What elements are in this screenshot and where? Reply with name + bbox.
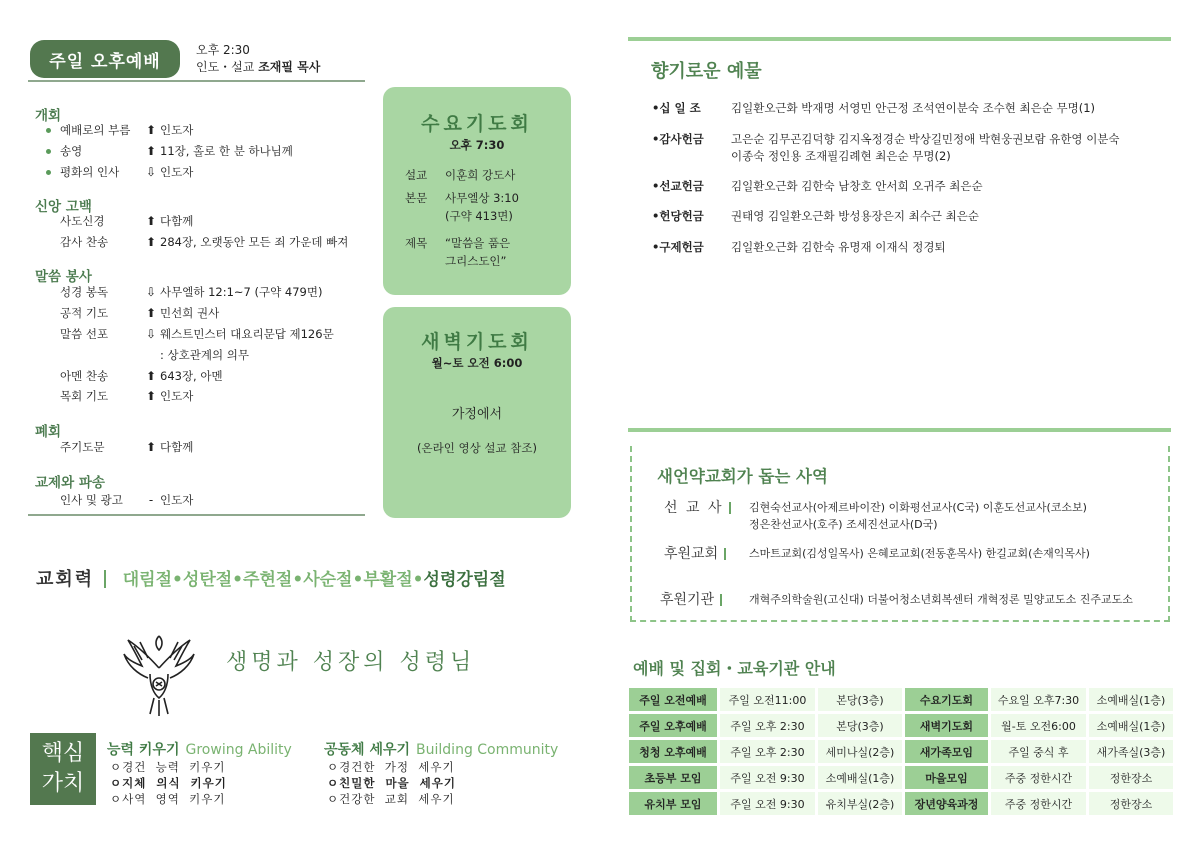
schedule-cell: 소예배실(1층) xyxy=(818,766,902,789)
support-org-list: 개혁주의학술원(고신대) 더불어청소년회복센터 개혁정론 밀양교도소 진주교도소 xyxy=(749,593,1133,606)
divider xyxy=(28,514,365,516)
schedule-cell: 초등부 모임 xyxy=(629,766,717,789)
order-item: 아멘 찬송 ⬆ 643장, 아멘 xyxy=(60,369,223,383)
dove-icon xyxy=(120,628,198,718)
sermon-title: “말씀을 품은 그리스도인” xyxy=(445,236,511,268)
schedule-cell: 주일 오후예배 xyxy=(629,714,717,737)
schedule-cell: 주일 오전예배 xyxy=(629,688,717,711)
schedule-cell: 세미나실(2층) xyxy=(818,740,902,763)
dawn-note: (온라인 영상 설교 참조) xyxy=(417,441,537,455)
church-calendar: 교회력 대림절•성탄절•주현절•사순절•부활절•성령강림절 xyxy=(36,569,506,590)
schedule-cell: 유치부실(2층) xyxy=(818,792,902,815)
stand-arrow-icon: ⬆ xyxy=(145,389,157,403)
core-values-badge: 핵심 가치 xyxy=(30,733,96,805)
scripture: 사무엘상 3:10 (구약 413면) xyxy=(445,191,519,223)
schedule-cell: 정한장소 xyxy=(1089,792,1173,815)
schedule-cell: 청청 오후예배 xyxy=(629,740,717,763)
sit-arrow-icon: ⇩ xyxy=(145,165,157,179)
schedule-cell: 새가족실(3층) xyxy=(1089,740,1173,763)
mission-title: 새언약교회가 돕는 사역 xyxy=(657,467,828,486)
stand-arrow-icon: ⬆ xyxy=(145,369,157,383)
schedule-cell: 주일 오후 2:30 xyxy=(720,714,815,737)
title-label: 제목 xyxy=(405,236,428,250)
ability-heading: 능력 키우기 Growing Ability xyxy=(107,742,292,758)
stand-arrow-icon: ⬆ xyxy=(145,144,157,158)
schedule-cell: 새벽기도회 xyxy=(905,714,988,737)
stand-arrow-icon: ⬆ xyxy=(145,306,157,320)
schedule-cell: 마을모임 xyxy=(905,766,988,789)
order-item: 사도신경 ⬆ 다함께 xyxy=(60,214,194,228)
dawn-prayer-box xyxy=(383,307,571,518)
wednesday-time: 오후 7:30 xyxy=(449,138,505,152)
stand-arrow-icon: ⬆ xyxy=(145,123,157,137)
support-org-label: 후원기관 xyxy=(660,589,722,609)
schedule-cell: 정한장소 xyxy=(1089,766,1173,789)
wednesday-prayer-box xyxy=(383,87,571,295)
missionary-list: 김현숙선교사(아제르바이잔) 이화평선교사(C국) 이훈도선교사(코소보) 정은찬선교사(호주) 조세진선교사(D국) xyxy=(749,501,1087,531)
schedule-cell: 수요일 오후7:30 xyxy=(991,688,1086,711)
divider xyxy=(104,570,106,588)
support-church-list: 스마트교회(김성일목사) 은혜로교회(전동훈목사) 한길교회(손재익목사) xyxy=(749,547,1090,560)
section-opening: 개회 xyxy=(35,108,62,124)
community-heading: 공동체 세우기 Building Community xyxy=(324,742,559,758)
schedule-cell: 주일 오후 2:30 xyxy=(720,740,815,763)
order-item: 공적 기도 ⬆ 민선희 권사 xyxy=(60,306,220,320)
order-item: 인사 및 광고 - 인도자 xyxy=(60,493,194,507)
schedule-cell: 수요기도회 xyxy=(905,688,988,711)
schedule-cell: 소예배실(1층) xyxy=(1089,714,1173,737)
stand-arrow-icon: ⬆ xyxy=(145,235,157,249)
missionary-label: 선 교 사 xyxy=(664,497,731,517)
service-leader: 인도・설교 조재필 목사 xyxy=(196,60,321,74)
order-item: 예배로의 부름 ⬆ 인도자 xyxy=(46,121,130,139)
section-fellowship: 교제와 파송 xyxy=(35,475,105,491)
mission-rule xyxy=(628,428,1171,432)
wednesday-title: 수요기도회 xyxy=(421,113,533,135)
bullet-icon xyxy=(46,149,51,154)
preacher-name: 이훈희 강도사 xyxy=(445,168,516,182)
top-rule xyxy=(628,37,1171,41)
section-word: 말씀 봉사 xyxy=(35,269,92,285)
schedule-cell: 월-토 오전6:00 xyxy=(991,714,1086,737)
schedule-cell: 본당(3층) xyxy=(818,714,902,737)
schedule-cell: 주일 오전 9:30 xyxy=(720,766,815,789)
schedule-cell: 주일 중식 후 xyxy=(991,740,1086,763)
ability-list: ㅇ경건 능력 키우기 ㅇ지체 의식 키우기 ㅇ사역 영역 키우기 xyxy=(110,760,227,806)
schedule-cell: 본당(3층) xyxy=(818,688,902,711)
sit-arrow-icon: ⇩ xyxy=(145,327,157,341)
support-church-label: 후원교회 xyxy=(664,543,726,563)
preacher-label: 설교 xyxy=(405,168,428,182)
section-close: 폐회 xyxy=(35,424,62,440)
afternoon-service-title: 주일 오후예배 xyxy=(30,40,180,78)
text-label: 본문 xyxy=(405,191,428,205)
schedule-title: 예배 및 집회・교육기관 안내 xyxy=(633,659,836,678)
order-item: 감사 찬송 ⬆ 284장, 오랫동안 모든 죄 가운데 빠져 xyxy=(60,235,349,249)
schedule-cell: 유치부 모임 xyxy=(629,792,717,815)
order-item: 성경 봉독 ⇩ 사무엘하 12:1~7 (구약 479면) xyxy=(60,285,323,299)
divider xyxy=(28,80,365,82)
order-item: 송영 ⬆ 11장, 홀로 한 분 하나님께 xyxy=(46,142,82,160)
bullet-icon xyxy=(46,128,51,133)
order-item: 주기도문 ⬆ 다함께 xyxy=(60,440,194,454)
dawn-time: 월~토 오전 6:00 xyxy=(431,356,523,370)
schedule-cell: 주중 정한시간 xyxy=(991,766,1086,789)
yearly-motto: 생명과 성장의 성령님 xyxy=(226,650,476,675)
stand-arrow-icon: ⬆ xyxy=(145,214,157,228)
schedule-cell: 소예배실(1층) xyxy=(1089,688,1173,711)
sit-arrow-icon: ⇩ xyxy=(145,285,157,299)
stand-arrow-icon: ⬆ xyxy=(145,440,157,454)
afternoon-service-info xyxy=(196,42,320,76)
schedule-cell: 장년양육과정 xyxy=(905,792,988,815)
schedule-cell: 주일 오전11:00 xyxy=(720,688,815,711)
order-item: 말씀 선포 ⇩ 웨스트민스터 대요리문답 제126문 xyxy=(60,327,334,341)
offering-title: 향기로운 예물 xyxy=(651,61,762,82)
dawn-title: 새벽기도회 xyxy=(421,331,533,353)
dawn-place: 가정에서 xyxy=(451,407,503,422)
order-item: 목회 기도 ⬆ 인도자 xyxy=(60,389,194,403)
bullet-icon xyxy=(46,170,51,175)
service-time: 오후 2:30 xyxy=(196,43,250,57)
order-item: 평화의 인사 ⇩ 인도자 xyxy=(46,163,119,181)
schedule-cell: 주일 오전 9:30 xyxy=(720,792,815,815)
community-list: ㅇ경건한 가정 세우기 ㅇ친밀한 마을 세우기 ㅇ건강한 교회 세우기 xyxy=(327,760,456,806)
schedule-cell: 새가족모임 xyxy=(905,740,988,763)
schedule-cell: 주중 정한시간 xyxy=(991,792,1086,815)
section-confession: 신앙 고백 xyxy=(35,199,92,215)
